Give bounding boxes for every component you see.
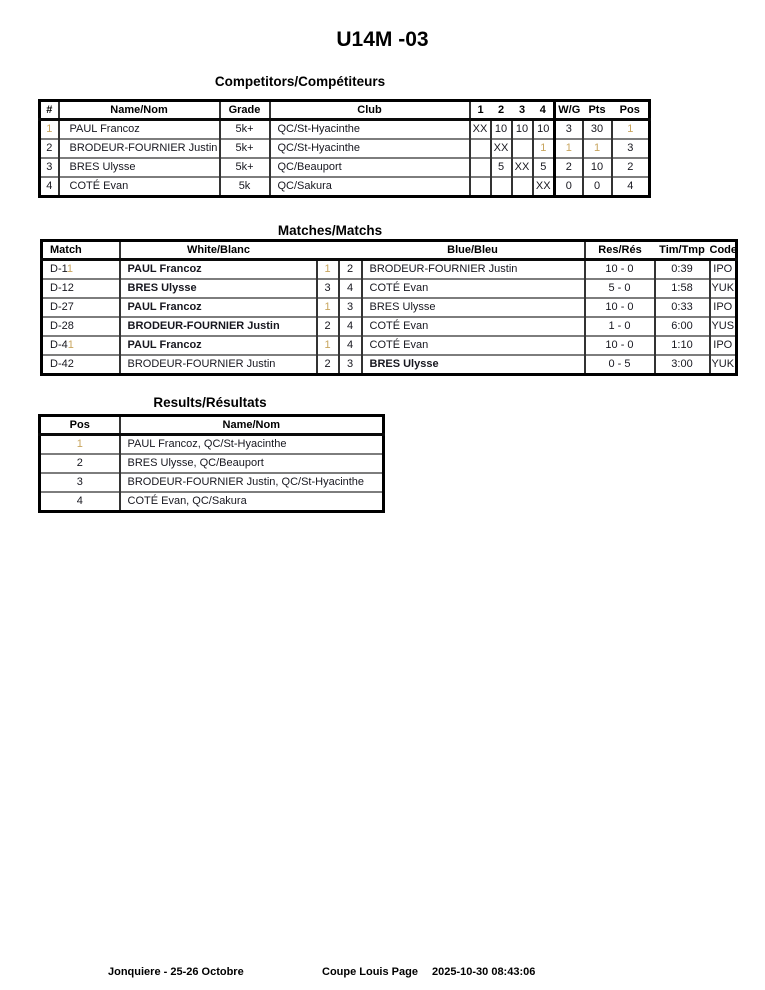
round-4-score: 5 — [533, 158, 555, 177]
match-time: 0:33 — [655, 298, 710, 317]
competitors-header-row — [40, 101, 650, 120]
wins: 2 — [555, 158, 583, 177]
table-row — [42, 355, 737, 375]
grade: 5k+ — [220, 139, 270, 158]
header-competitor-name: Name/Nom — [120, 416, 384, 435]
win-code: IPO — [710, 298, 737, 317]
win-code: YUK — [710, 279, 737, 298]
header-round-1-score: 1 — [470, 101, 491, 120]
result-score: 1 - 0 — [585, 317, 655, 336]
competitor-name: COTÉ Evan, QC/Sakura — [120, 492, 384, 512]
table-row — [40, 139, 650, 158]
match-id: D-27 — [50, 301, 74, 313]
white-number: 2 — [317, 355, 339, 375]
blue-number: 4 — [339, 336, 362, 355]
gold-digit: 1 — [66, 263, 74, 275]
win-code: YUK — [710, 355, 737, 375]
header-position: Pos — [619, 104, 640, 116]
white-number: 1 — [317, 298, 339, 317]
white-player: BRODEUR-FOURNIER Justin — [120, 317, 317, 336]
points: 0 — [583, 177, 612, 197]
result-score: 10 - 0 — [585, 260, 655, 280]
competitor-name: COTÉ Evan — [59, 177, 220, 197]
header-club: Club — [270, 101, 470, 120]
round-1-score — [470, 177, 491, 197]
header-white-player: White/Blanc — [120, 241, 317, 260]
competitor-name: PAUL Francoz — [59, 120, 220, 140]
position: 4 — [612, 177, 650, 197]
header-position: Pos — [69, 419, 90, 431]
round-4-score: XX — [533, 177, 555, 197]
header-grade: Grade — [220, 101, 270, 120]
white-number: 3 — [317, 279, 339, 298]
match-time: 3:00 — [655, 355, 710, 375]
header-match-time: Tim/Tmp — [659, 244, 705, 256]
table-row — [42, 279, 737, 298]
table-row — [40, 492, 384, 512]
table-row — [42, 317, 737, 336]
round-2-score: 5 — [491, 158, 512, 177]
position: 1 — [612, 120, 650, 140]
win-code: IPO — [710, 260, 737, 280]
competitor-number: 1 — [46, 123, 53, 135]
competitor-name: BRODEUR-FOURNIER Justin, QC/St-Hyacinthe — [120, 473, 384, 492]
competitor-number: 4 — [46, 180, 53, 192]
position: 2 — [76, 457, 83, 469]
white-player: PAUL Francoz — [120, 260, 317, 280]
header-competitor-number: # — [46, 104, 53, 116]
header-white-number — [317, 241, 339, 260]
blue-player: BRES Ulysse — [362, 298, 585, 317]
round-2-score: XX — [491, 139, 512, 158]
round-1-score: XX — [470, 120, 491, 140]
blue-player: BRODEUR-FOURNIER Justin — [362, 260, 585, 280]
footer-event-name: Coupe Louis Page — [322, 966, 418, 978]
round-1-score — [470, 139, 491, 158]
round-2-score: 10 — [491, 120, 512, 140]
matches-header-row — [42, 241, 737, 260]
blue-player: BRES Ulysse — [362, 355, 585, 375]
round-3-score: XX — [512, 158, 533, 177]
position: 2 — [612, 158, 650, 177]
header-wins: W/G — [555, 101, 583, 120]
results-table — [38, 414, 385, 513]
blue-number: 2 — [339, 260, 362, 280]
white-number: 1 — [317, 260, 339, 280]
match-id: D-28 — [50, 320, 74, 332]
table-row — [42, 298, 737, 317]
white-player: BRES Ulysse — [120, 279, 317, 298]
grade: 5k — [220, 177, 270, 197]
table-row — [40, 158, 650, 177]
club: QC/Sakura — [270, 177, 470, 197]
grade: 5k+ — [220, 120, 270, 140]
points: 1 — [583, 139, 612, 158]
table-row — [40, 120, 650, 140]
win-code: IPO — [710, 336, 737, 355]
text-segment: D-4 — [50, 339, 68, 351]
match-id: D-42 — [50, 358, 74, 370]
round-4-score: 10 — [533, 120, 555, 140]
competitor-number: 2 — [46, 142, 53, 154]
gold-digit: 1 — [67, 339, 74, 351]
round-4-score: 1 — [533, 139, 555, 158]
position: 1 — [76, 438, 83, 450]
wins: 3 — [555, 120, 583, 140]
header-match-id: Match — [50, 244, 82, 256]
competitors-table — [38, 99, 651, 198]
position: 3 — [612, 139, 650, 158]
result-score: 10 - 0 — [585, 298, 655, 317]
position: 3 — [76, 476, 83, 488]
table-row — [40, 435, 384, 455]
competitor-number: 3 — [46, 161, 53, 173]
header-round-4-score: 4 — [539, 104, 546, 116]
blue-player: COTÉ Evan — [362, 336, 585, 355]
header-win-code: Code — [709, 244, 737, 256]
header-blue-player: Blue/Bleu — [447, 244, 498, 256]
table-row — [40, 473, 384, 492]
header-blue-number — [339, 241, 362, 260]
blue-player: COTÉ Evan — [362, 317, 585, 336]
blue-number: 4 — [339, 317, 362, 336]
result-score: 10 - 0 — [585, 336, 655, 355]
blue-number: 4 — [339, 279, 362, 298]
club: QC/St-Hyacinthe — [270, 139, 470, 158]
results-header-row — [40, 416, 384, 435]
white-number: 2 — [317, 317, 339, 336]
footer-event-location: Jonquiere - 25-26 Octobre — [108, 966, 244, 978]
results-section-title: Results/Résultats — [153, 395, 267, 410]
footer-printed-timestamp: 2025-10-30 08:43:06 — [432, 966, 536, 978]
blue-number: 3 — [339, 298, 362, 317]
club: QC/Beauport — [270, 158, 470, 177]
position: 4 — [76, 495, 83, 507]
table-row — [40, 177, 650, 197]
win-code: YUS — [710, 317, 737, 336]
points: 10 — [583, 158, 612, 177]
match-time: 0:39 — [655, 260, 710, 280]
matches-section-title: Matches/Matchs — [277, 223, 383, 238]
competitor-name: BRES Ulysse, QC/Beauport — [120, 454, 384, 473]
match-id — [42, 260, 120, 280]
round-2-score — [491, 177, 512, 197]
match-time: 1:58 — [655, 279, 710, 298]
white-player: PAUL Francoz — [120, 298, 317, 317]
white-number: 1 — [317, 336, 339, 355]
round-3-score — [512, 139, 533, 158]
round-3-score: 10 — [512, 120, 533, 140]
header-round-3-score: 3 — [518, 104, 526, 116]
match-time: 6:00 — [655, 317, 710, 336]
header-result-score: Res/Rés — [585, 241, 655, 260]
white-player: BRODEUR-FOURNIER Justin — [120, 355, 317, 375]
match-id — [42, 336, 120, 355]
header-round-2-score: 2 — [497, 104, 505, 116]
points: 30 — [583, 120, 612, 140]
table-row — [40, 454, 384, 473]
round-1-score — [470, 158, 491, 177]
round-3-score — [512, 177, 533, 197]
wins: 0 — [555, 177, 583, 197]
header-points: Pts — [588, 104, 606, 116]
competitor-name: PAUL Francoz, QC/St-Hyacinthe — [120, 435, 384, 455]
wins: 1 — [555, 139, 583, 158]
matches-table — [40, 239, 738, 376]
grade: 5k+ — [220, 158, 270, 177]
header-competitor-name: Name/Nom — [59, 101, 220, 120]
competitors-section-title: Competitors/Compétiteurs — [214, 74, 386, 89]
text-segment: D-1 — [50, 263, 67, 275]
white-player: PAUL Francoz — [120, 336, 317, 355]
match-time: 1:10 — [655, 336, 710, 355]
result-score: 5 - 0 — [585, 279, 655, 298]
competitor-name: BRES Ulysse — [59, 158, 220, 177]
table-row — [42, 260, 737, 280]
match-id: D-12 — [50, 282, 74, 294]
result-score: 0 - 5 — [585, 355, 655, 375]
blue-player: COTÉ Evan — [362, 279, 585, 298]
table-row — [42, 336, 737, 355]
club: QC/St-Hyacinthe — [270, 120, 470, 140]
blue-number: 3 — [339, 355, 362, 375]
competitor-name: BRODEUR-FOURNIER Justin — [59, 139, 220, 158]
page-title: U14M -03 — [336, 28, 429, 51]
